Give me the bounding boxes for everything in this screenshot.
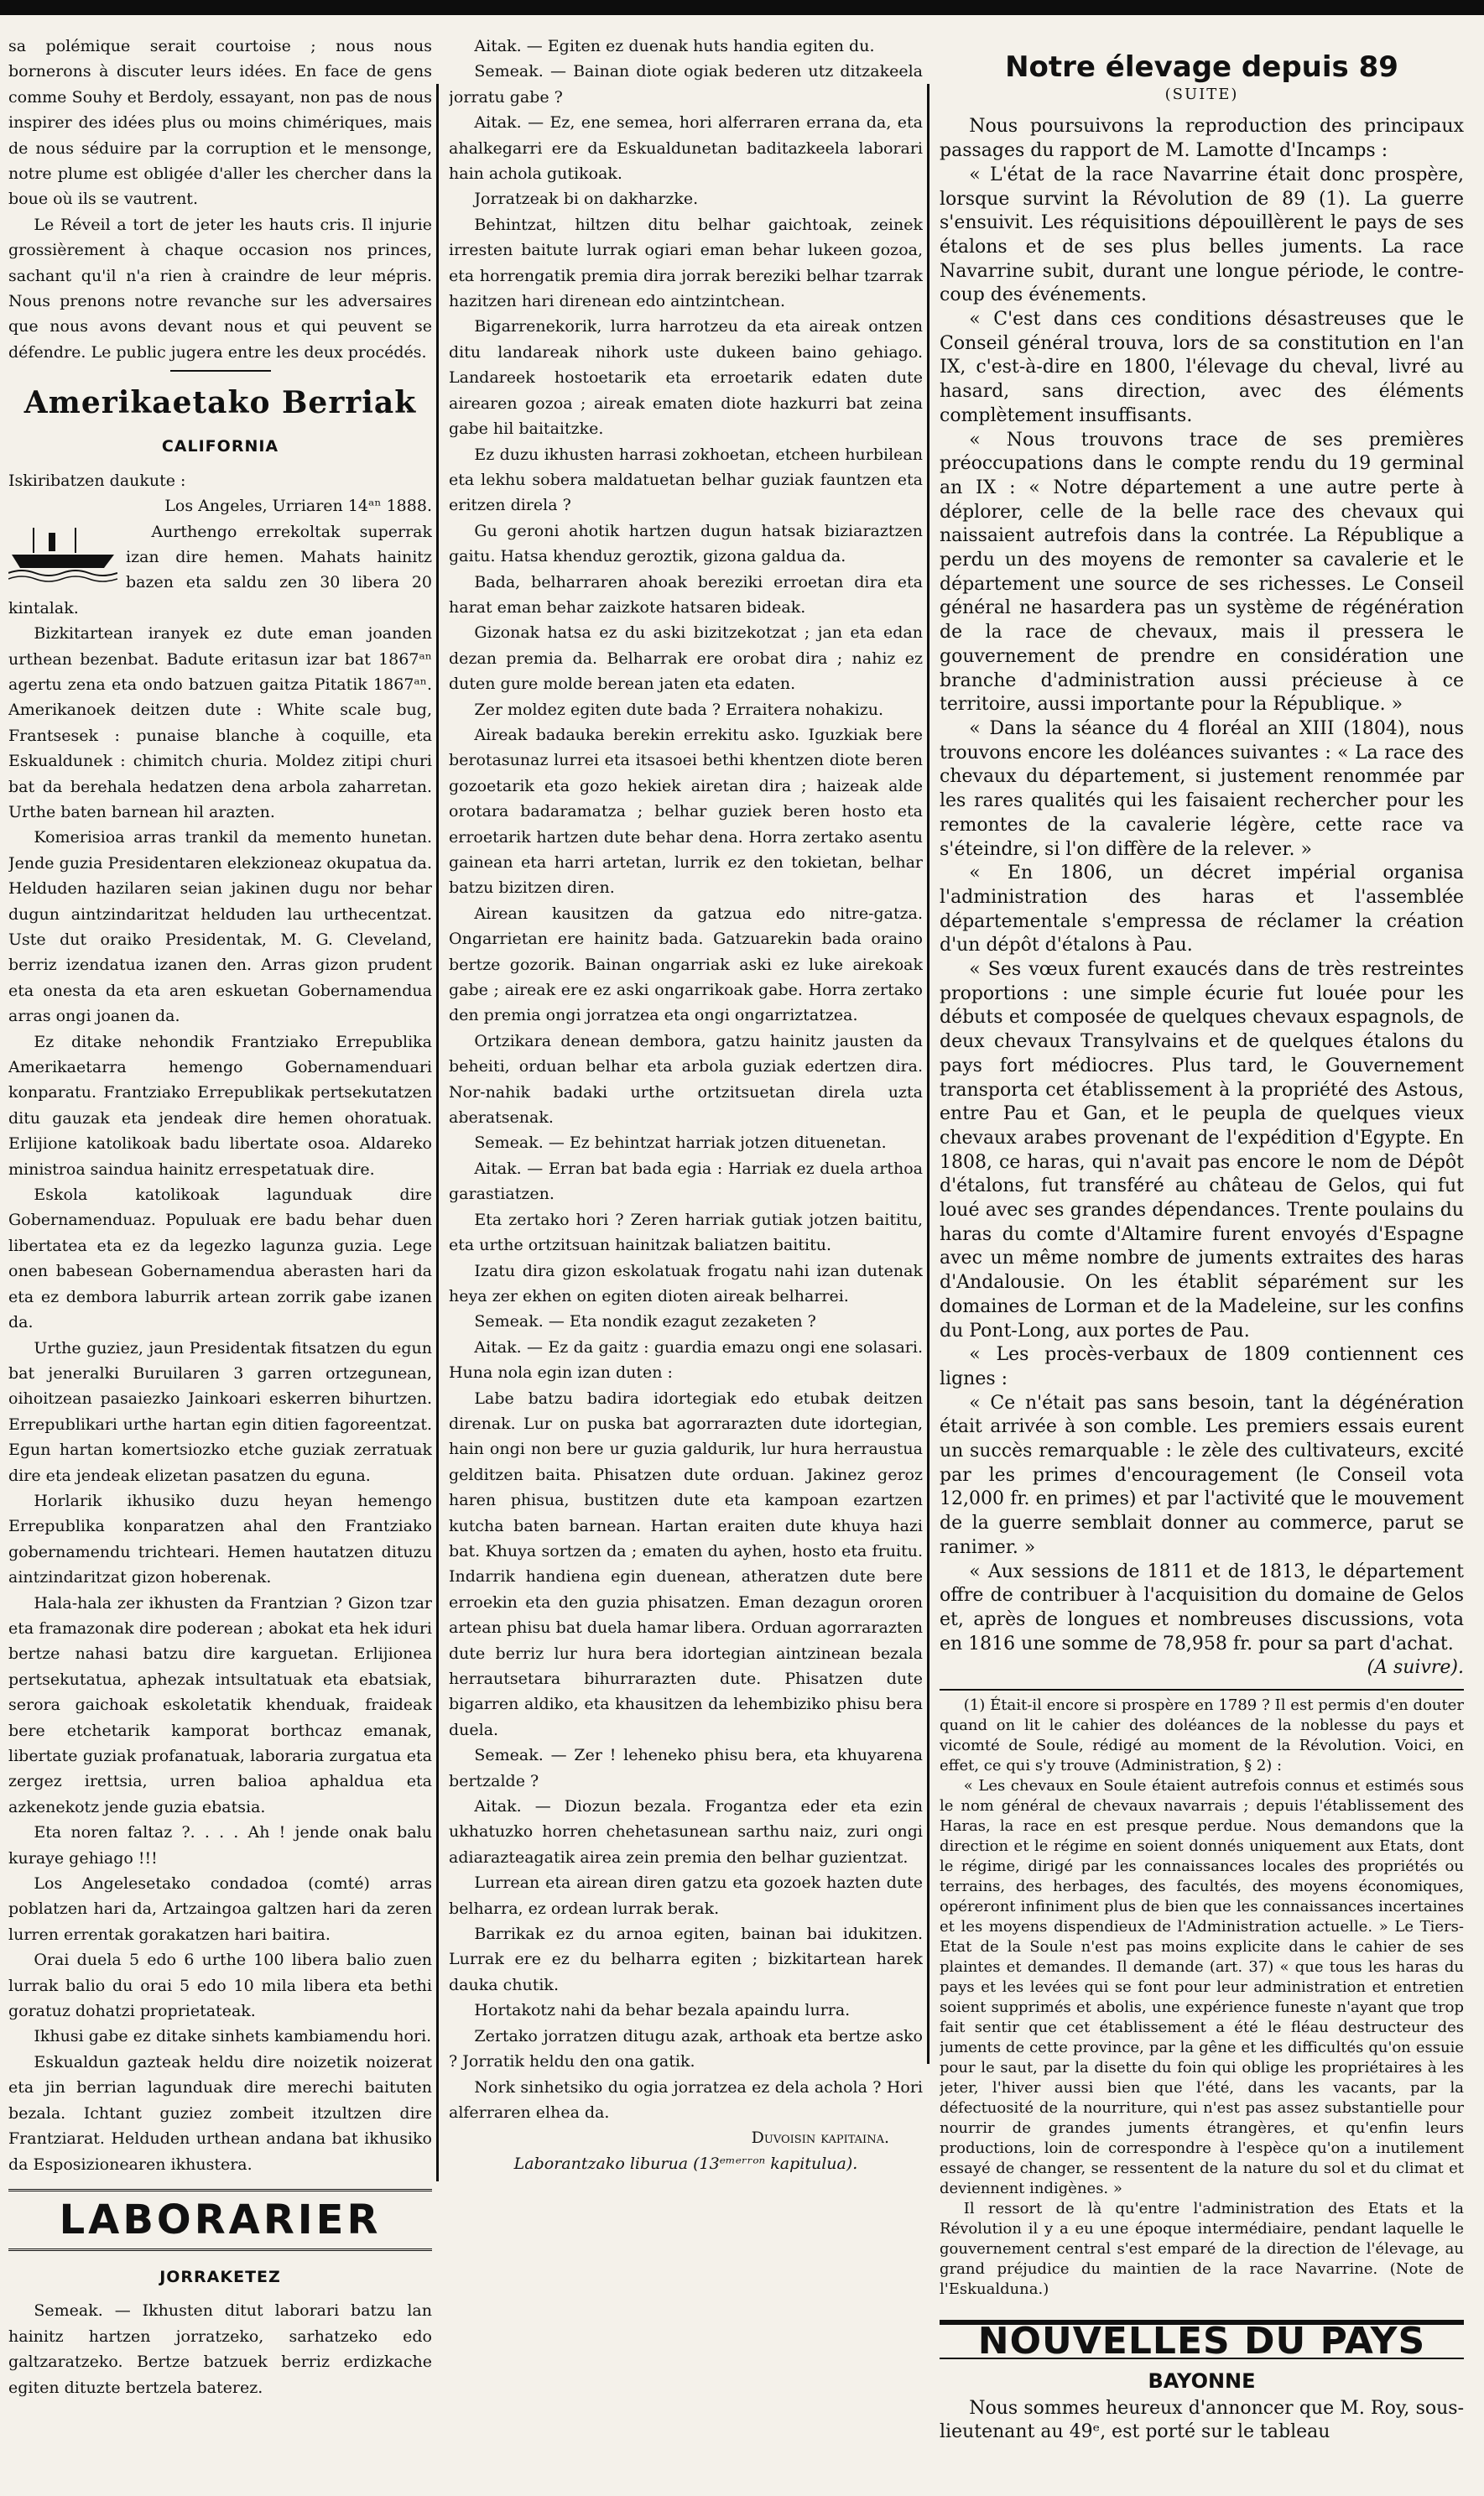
paragraph: Le Réveil a tort de jeter les hauts cris. Il injurie grossièrement à chaque occasion nos princes, sachant qu'il n'a rien à craindre de leur mépris. Nous prenons notre revanche sur les adversaires que nous avons devant nous et qui peuvent se défendre. Le public jugera entre les deux procédés. [8, 215, 432, 362]
section-banner: Amerikaetako Berriak [23, 385, 417, 421]
column-rule [927, 84, 929, 2064]
paragraph: Los Angelesetako condadoa (comté) arras poblatzen hari da, Artzaingoa galtzen hari da zeren lurren errentak gorakatzen hari baitira. [8, 1874, 432, 1944]
paragraph: « Nous trouvons trace de ses premières préoccupations dans le compte rendu du 19 germinal an IX : « Notre département a une autre perte à déplorer, celle de la belle race des chevaux qui naissaient autrefois dans la contrée. La République a perdu un des moyens de remonter sa cavalerie et le département une source de ses richesses. Le Conseil général ne hasardera pas un système de régénération de la race de chevaux, mais il pressera le gouvernement de prendre en considération une branche d'administration aussi précieuse à ce territoire, aussi importante pour la République. » [940, 429, 1464, 716]
paragraph: « En 1806, un décret impérial organisa l'administration des haras et l'assemblée départementale s'empressa de réclamer la création d'un dépôt d'étalons à Pau. [940, 862, 1464, 956]
article-title: Notre élevage depuis 89 [1005, 50, 1398, 84]
scan-border [0, 0, 1484, 15]
paragraph: Hortakotz nahi da behar bezala apaindu lurra. [474, 2001, 851, 2020]
paragraph: Zertako jorratzen ditugu azak, arthoak eta bertze asko ? Jorratik heldu den ona gatik. [449, 2026, 923, 2071]
dialogue-line: Semeak. — Ez behintzat harriak jotzen dituenetan. [474, 1133, 887, 1153]
paragraph: « Ses vœux furent exaucés dans de très restreintes proportions : une simple écurie fut louée pour les débuts et composée de quelques chevaux espagnols, de deux chevaux Transylvains et de quelques étalons du pays fort médiocres. Plus tard, le Gouvernement transporta cet établissement à la propriété des Astous, entre Pau et Gan, et le peupla de quelques vieux chevaux arabes provenant de l'expédition d'Egypte. En 1808, ce haras, qui n'avait pas encore le nom de Dépôt d'étalons, fut transféré au château de Gelos, qui fut loué avec ses grandes dépendances. Trente poulains du haras du comte d'Altamire furent envoyés d'Espagne avec un même nombre de juments extraites des haras d'Andalousie. On les établit séparément sur les domaines de Lorman et de la Madeleine, sur les confins du Pont-Long, aux portes de Pau. [940, 959, 1464, 1342]
paragraph: Iskiribatzen daukute : [8, 471, 186, 490]
paragraph: Behintzat, hiltzen ditu belhar gaichtoak, zeinek irresten baitute lurrak ogiari eman behar lukeen gozoa, eta horrengatik premia dira jorrak bereziki belhar tzarrak hazitzen hari direnean edo aintzintchean. [449, 215, 923, 311]
paragraph: Ez ditake nehondik Frantziako Errepublika Amerikaetarra hemengo Gobernamenduari konparatu. Frantziako Errepublikak pertsekutatzen ditu gauzak eta jendeak dire hemen ohoratuak. Erlijione katolikoak badu libertate osoa. Aldareko ministroa saindua hainitz errespetatuak dire. [8, 1032, 432, 1179]
steamship-icon [8, 524, 117, 583]
paragraph: « Aux sessions de 1811 et de 1813, le département offre de contribuer à l'acquisition du domaine de Gelos et, après de longues et nombreuses discussions, vota en 1816 une somme de 78,958 fr. pour sa part d'achat. [940, 1561, 1464, 1654]
paragraph: « C'est dans ces conditions désastreuses que le Conseil général trouva, lors de sa constitution en l'an IX, c'est-à-dire en 1800, l'élevage du cheval, livré au hasard, sans direction, avec des éléments complètement insuffisants. [940, 309, 1464, 426]
column-right [940, 34, 1464, 2462]
paragraph: Aireak badauka berekin errekitu asko. Iguzkiak bere berotasunaz lurrei eta itsasoei bethi khentzen diote beren gozoetarik eta gozo hekiek airetan dira ; haizeak alde orotara badaramatza ; belhar guziek beren hosto eta erroetarik hartzen dute behar dena. Horra zertako asentu gainean eta harri artetan, lurrik ez den tokietan, belhar batzu bizitzen diren. [449, 725, 923, 898]
dialogue-line: Semeak. — Bainan diote ogiak bederen utz ditzakeela jorratu gabe ? [449, 62, 923, 107]
section-banner: NOUVELLES DU PAYS [940, 2320, 1464, 2359]
paragraph: Ez duzu ikhusten harrasi zokhoetan, etcheen hurbilean eta lekhu sobera maldatuetan belhar guziak fauntzen eta eritzen direla ? [449, 445, 923, 515]
dialogue-line: Aitak. — Diozun bezala. Frogantza eder eta ezin ukhatuzko horren chehetasunean sarthu naiz, zuri ongi adiarazteagatik airea zein premia den belhar guzientzat. [449, 1797, 923, 1867]
dialogue-line: Semeak. — Zer ! leheneko phisu bera, eta khuyarena bertzalde ? [449, 1746, 923, 1790]
dialogue-line: Aitak. — Egiten ez duenak huts handia egiten du. [474, 37, 875, 55]
column-middle [449, 34, 923, 2462]
column-left [8, 34, 432, 2462]
paragraph: Barrikak ez du arnoa egiten, bainan bai idukitzen. Lurrak ere ez du belharra egiten ; bizkitartean harek dauka chutik. [449, 1925, 923, 1994]
paragraph: Izatu dira gizon eskolatuak frogatu nahi izan dutenak heya zer ekhen on egiten dioten aireak belharrei. [449, 1261, 923, 1305]
section-subhead: BAYONNE [1148, 2368, 1256, 2393]
article-subtitle: (SUITE) [1164, 85, 1239, 103]
paragraph: « Les procès-verbaux de 1809 contiennent ces lignes : [940, 1344, 1464, 1389]
dialogue-line: Aitak. — Erran bat bada egia : Harriak ez duela arthoa garastiatzen. [449, 1159, 923, 1204]
paragraph: Bigarrenekorik, lurra harrotzeu da eta aireak ontzen ditu landareak nihork uste dukeen baino gehiago. Landareek hostoetarik eta erroetarik edaten dute airearen gozoa ; aireak ematen diote hazkurri bat zeina gabe hil baitaitzke. [449, 317, 923, 439]
paragraph: Eta noren faltaz ?. . . . Ah ! jende onak balu kuraye gehiago !!! [8, 1823, 432, 1868]
paragraph: Komerisioa arras trankil da memento hunetan. Jende guzia Presidentaren elekzioneaz okupatua da. Helduden hazilaren seian jakinen dugu nor behar dugun aintzindaritzat helduden lau urthecentzat. Uste dut oraiko Presidentak, M. G. Cleveland, berriz izendatua izanen den. Arras gizon prudent eta onesta da eta aren eskuetan Gobernamendua arras ongi joanen da. [8, 828, 432, 1026]
paragraph: sa polémique serait courtoise ; nous nous bornerons à discuter leurs idées. En face de gens comme Souhy et Berdoly, essayant, non pas de nous inspirer des idées plus ou moins chimériques, mais de nous séduire par la corruption et le mensonge, notre plume est obligée d'aller les chercher dans la boue où ils se vautrent. [8, 37, 432, 209]
footnote: (1) Était-il encore si prospère en 1789 ? Il est permis d'en douter quand on lit le cahier des doléances de la noblesse du pays et vicomté de Soule, rédigé au moment de la Révolution. Voici, en effet, ce qui s'y trouve (Administration, § 2) : [940, 1696, 1464, 1775]
paragraph: Bada, belharraren ahoak bereziki erroetan dira eta harat eman behar zaizkote hatsaren bideak. [449, 572, 923, 617]
paragraph: Bizkitartean iranyek ez dute eman joanden urthean bezenbat. Badute eritasun izar bat 1867ᵃⁿ agertu zena eta ondo batzuen gaitza Pitatik 1867ᵃⁿ. Amerikanoek deitzen dute : White scale bug, Frantsesek : punaise blanche à coquille, eta Eskualdunek : chimitch churia. Moldez zitipi churi bat da berehala hedatzen dena arbola zaharretan. Urthe baten barnean hil arazten. [8, 624, 432, 821]
paragraph: Lurrean eta airean diren gatzu eta gozoek hazten dute belharra, ez ordean lurrak berak. [449, 1873, 923, 1918]
source-citation: Laborantzako liburua (13ᵉᵐᵉʳʳᵒⁿ kapitulua). [513, 2154, 858, 2173]
dialogue-line: Semeak. — Eta nondik ezagut zezaketen ? [474, 1312, 816, 1331]
paragraph: « Ce n'était pas sans besoin, tant la dégénération était arrivée à son comble. Les premiers essais eurent un succès remarquable : le zèle des cultivateurs, excité par les primes d'encouragement (le Conseil vota 12,000 fr. en primes) et par l'activité que le mouvement de la guerre semblait donner au commerce, parut se ranimer. » [940, 1392, 1464, 1558]
paragraph: Jorratzeak bi on dakharzke. [474, 190, 699, 209]
paragraph: Hala-hala zer ikhusten da Frantzian ? Gizon tzar eta framazonak dire poderean ; abokat eta hek iduri bertze nahasi batzu dire karguetan. Erlijionea pertsekutatua, aphezak intsultatuak eta ebatsiak, serora gaichoak eskoletatik khenduak, fraideak bere etchetarik kamporat borthcaz emanak, libertate guziak profanatuak, laboraria zurgatua eta zergez irettsia, urren balioa aphaldua eta azkenekotz jende guzia ebatsia. [8, 1593, 432, 1816]
dialogue-line: Aitak. — Ez da gaitz : guardia emazu ongi ene solasari. Huna nola egin izan duten : [449, 1337, 923, 1383]
paragraph: Nous poursuivons la reproduction des principaux passages du rapport de M. Lamotte d'Incamps : [940, 116, 1464, 162]
paragraph: Nork sinhetsiko du ogia jorratzea ez dela achola ? Hori alferraren elhea da. [449, 2077, 923, 2122]
paragraph: Horlarik ikhusiko duzu heyan hemengo Errepublika konparatzen ahal den Frantziako gobernamendu trichteari. Hemen hautatzen dituzu aintzindaritzat gizon hoberenak. [8, 1491, 432, 1587]
paragraph: « Dans la séance du 4 floréal an XIII (1804), nous trouvons encore les doléances suivantes : « La race des chevaux du département, si justement renommée par les rares qualités qui les faisaient rechercher pour les remontes de la cavalerie légère, cette race va s'éteindre, si l'on diffère de la relever. » [940, 717, 1464, 860]
section-subhead: CALIFORNIA [161, 437, 279, 456]
paragraph: Orai duela 5 edo 6 urthe 100 libera balio zuen lurrak balio du orai 5 edo 10 mila libera eta bethi goratuz dohatzi proprietateak. [8, 1951, 432, 2021]
paragraph: Eta zertako hori ? Zeren harriak gutiak jotzen baititu, eta urthe ortzitsuan hainitzak baliatzen baititu. [449, 1210, 923, 1255]
dialogue-line: Aitak. — Ez, ene semea, hori alferraren errana da, eta ahalkegarri ere da Eskualdunetan baditazkeela laborari hain achola gutikoak. [449, 113, 923, 184]
paragraph: Gizonak hatsa ez du aski bizitzekotzat ; jan eta edan dezan premia da. Belharrak ere orobat dira ; nahiz ez duten gure molde berean jaten eta edaten. [449, 623, 923, 694]
separator [170, 370, 271, 372]
paragraph: Eskualdun gazteak heldu dire noizetik noizerat eta jin berrian lagunduak dire merechi baituten bezala. Ichtant guziez zombeit itzultzen dire Frantziarat. Helduden urthean andana bat ikhusiko da Esposizionearen ikhusterа. [8, 2052, 432, 2174]
column-rule [436, 84, 439, 2181]
paragraph: Gu geroni ahotik hartzen dugun hatsak biziaraztzen gaitu. Hatsa khenduz geroztik, gizona galdua da. [449, 521, 923, 566]
footnote: Il ressort de là qu'entre l'administration des Etats et la Révolution il y a eu une époque intermédiaire, pendant laquelle le gouvernement central s'est emparé de la direction de l'élevage, au grand préjudice du maintien de la race Navarrine. (Note de l'Eskualduna.) [940, 2200, 1464, 2299]
paragraph: Nous sommes heureux d'annoncer que M. Roy, sous-lieutenant au 49ᵉ, est porté sur le tableau [940, 2397, 1464, 2443]
paragraph: Semeak. — Ikhusten ditut laborari batzu lan hainitz hartzen jorratzeko, sarhatzeko edo galtzaratzeko. Bertze batzuek berriz erdizkache egiten dituzte bertzela baterez. [8, 2301, 432, 2397]
footnote-rule [940, 1689, 1464, 1691]
to-be-continued: (A suivre). [1367, 1657, 1464, 1679]
footnote: « Les chevaux en Soule étaient autrefois connus et estimés sous le nom général de chevaux navarrais ; depuis l'établissement des Haras, la race en est presque perdue. Nous demandons que la direction et le régime en soient donnés uniquement aux Etats, dont le régime, dirigé par les connaissances locales des propriétés ou terrains, des herbages, des facultés, des moyens économiques, opéreront infiniment plus de bien que les connaissances incertaines et les moyens dispendieux de l'Administration actuelle. » Le Tiers-Etat de la Soule n'est pas moins explicite dans le cahier de ses plaintes et demandes. Il demande (art. 37) « que tous les haras du pays et les levées qui se font pour leur administration et entretien soient supprimés et abolis, une expérience funeste n'ayant que trop fait sentir que cet établissement a été le fléau destructeur des juments de cette province, par la gêne et les difficultés qu'on essuie pour le saut, par la disette du foin qui oblige les propriétaires à les jeter, l'hiver aussi bien que l'été, dans les vacants, par la défectuosité de la nourriture, qui n'est pas assez substantielle pour nourrir de grandes juments étrangères, et qu'enfin leurs productions, loin de correspondre à l'espèce qu'on a inutilement essayé de changer, se ressentent de la nature du sol et du climat et deviennent indigènes. » [940, 1777, 1464, 2198]
dateline: Los Angeles, Urriaren 14ᵃⁿ 1888. [164, 497, 432, 516]
paragraph: Airean kausitzen da gatzua edo nitre-gatza. Ongarrietan ere hainitz bada. Gatzuarekin bada oraino bertze gozorik. Bainan ongarriak aski ez luke airekoak gabe ; aireak ere ez aski ongarrikoak gabe. Horra zertako den premia ongi jorratzea eta ongi ongarriztatzea. [449, 904, 923, 1025]
paragraph: Urthe guziez, jaun Presidentak fitsatzen du egun bat jeneralki Buruilaren 3 garren ortzegunean, oihoitzean pasaiezko Jainkoari eskerren bihurtzen. Errepublikari urthe hartan egin ditien fagoreentzat. Egun hartan komertsiozko etche guziak zerratuak dire eta jendeak elizetan pasatzen du eguna. [8, 1338, 432, 1485]
paragraph: Ortzikara denean dembora, gatzu hainitz jausten da beheiti, orduan belhar eta arbola guziak edertzen dira. Nor-nahik badaki urthe ortzitsuetan direla uzta aberatsenak. [449, 1031, 923, 1128]
paragraph: Labe batzu badira idortegiak edo etubak deitzen direnak. Lur on puska bat agorrarazten dute idortegian, hain ongi non bere ur guzia galdurik, lur hura herraustua gelditzen baita. Phisatzen dute orduan. Jakinez geroz haren phisua, bustitzen dute eta kampoan ezartzen kutcha baten barnean. Hartan eraiten dute khuya hazi bat. Khuya sortzen da ; ematen du ayhen, hosto eta fruitu. Indarrik handiena egin duenean, atheratzen dute bere erroekin eta den guzia phisatzen. Eman dezagun ororen artean phisu bat duela hamar libera. Orduan agorrarazten dute berriz lur hura bera idortegian aintzinean bezala herrautsetara bihurrarazten dute. Phisatzen dute bigarren aldiko, eta khausitzen da lehembiziko phisu bera duela. [449, 1389, 923, 1739]
section-banner: LABORARIER [8, 2189, 432, 2251]
paragraph: Zer moldez egiten dute bada ? Erraitera nohakizu. [474, 700, 884, 719]
paragraph: Ikhusi gabe ez ditake sinhets kambiamendu hori. [34, 2027, 432, 2046]
signature: Duvoisin kapitaina. [751, 2129, 889, 2148]
paragraph: « L'état de la race Navarrine était donc prospère, lorsque survint la Révolution de 89 (1). La guerre s'ensuivit. Les réquisitions dépouillèrent le pays de ses étalons et de ses plus belles juments. La race Navarrine subit, durant une longue période, le contre-coup des événements. [940, 164, 1464, 306]
paragraph: Aurthengo errekoltak superrak izan dire hemen. Mahats hainitz bazen eta saldu zen 30 libera 20 kintalak. [8, 522, 432, 617]
section-subhead: JORRAKETEZ [159, 2267, 281, 2286]
paragraph: Eskola katolikoak lagunduak dire Gobernamenduaz. Populuak ere badu behar duen libertatea eta ez da legezko lagunza guzia. Lege onen babesean Gobernamendua aberasten hari da eta ez dembora laburrik artean zorrik gabe izanen da. [8, 1185, 432, 1332]
